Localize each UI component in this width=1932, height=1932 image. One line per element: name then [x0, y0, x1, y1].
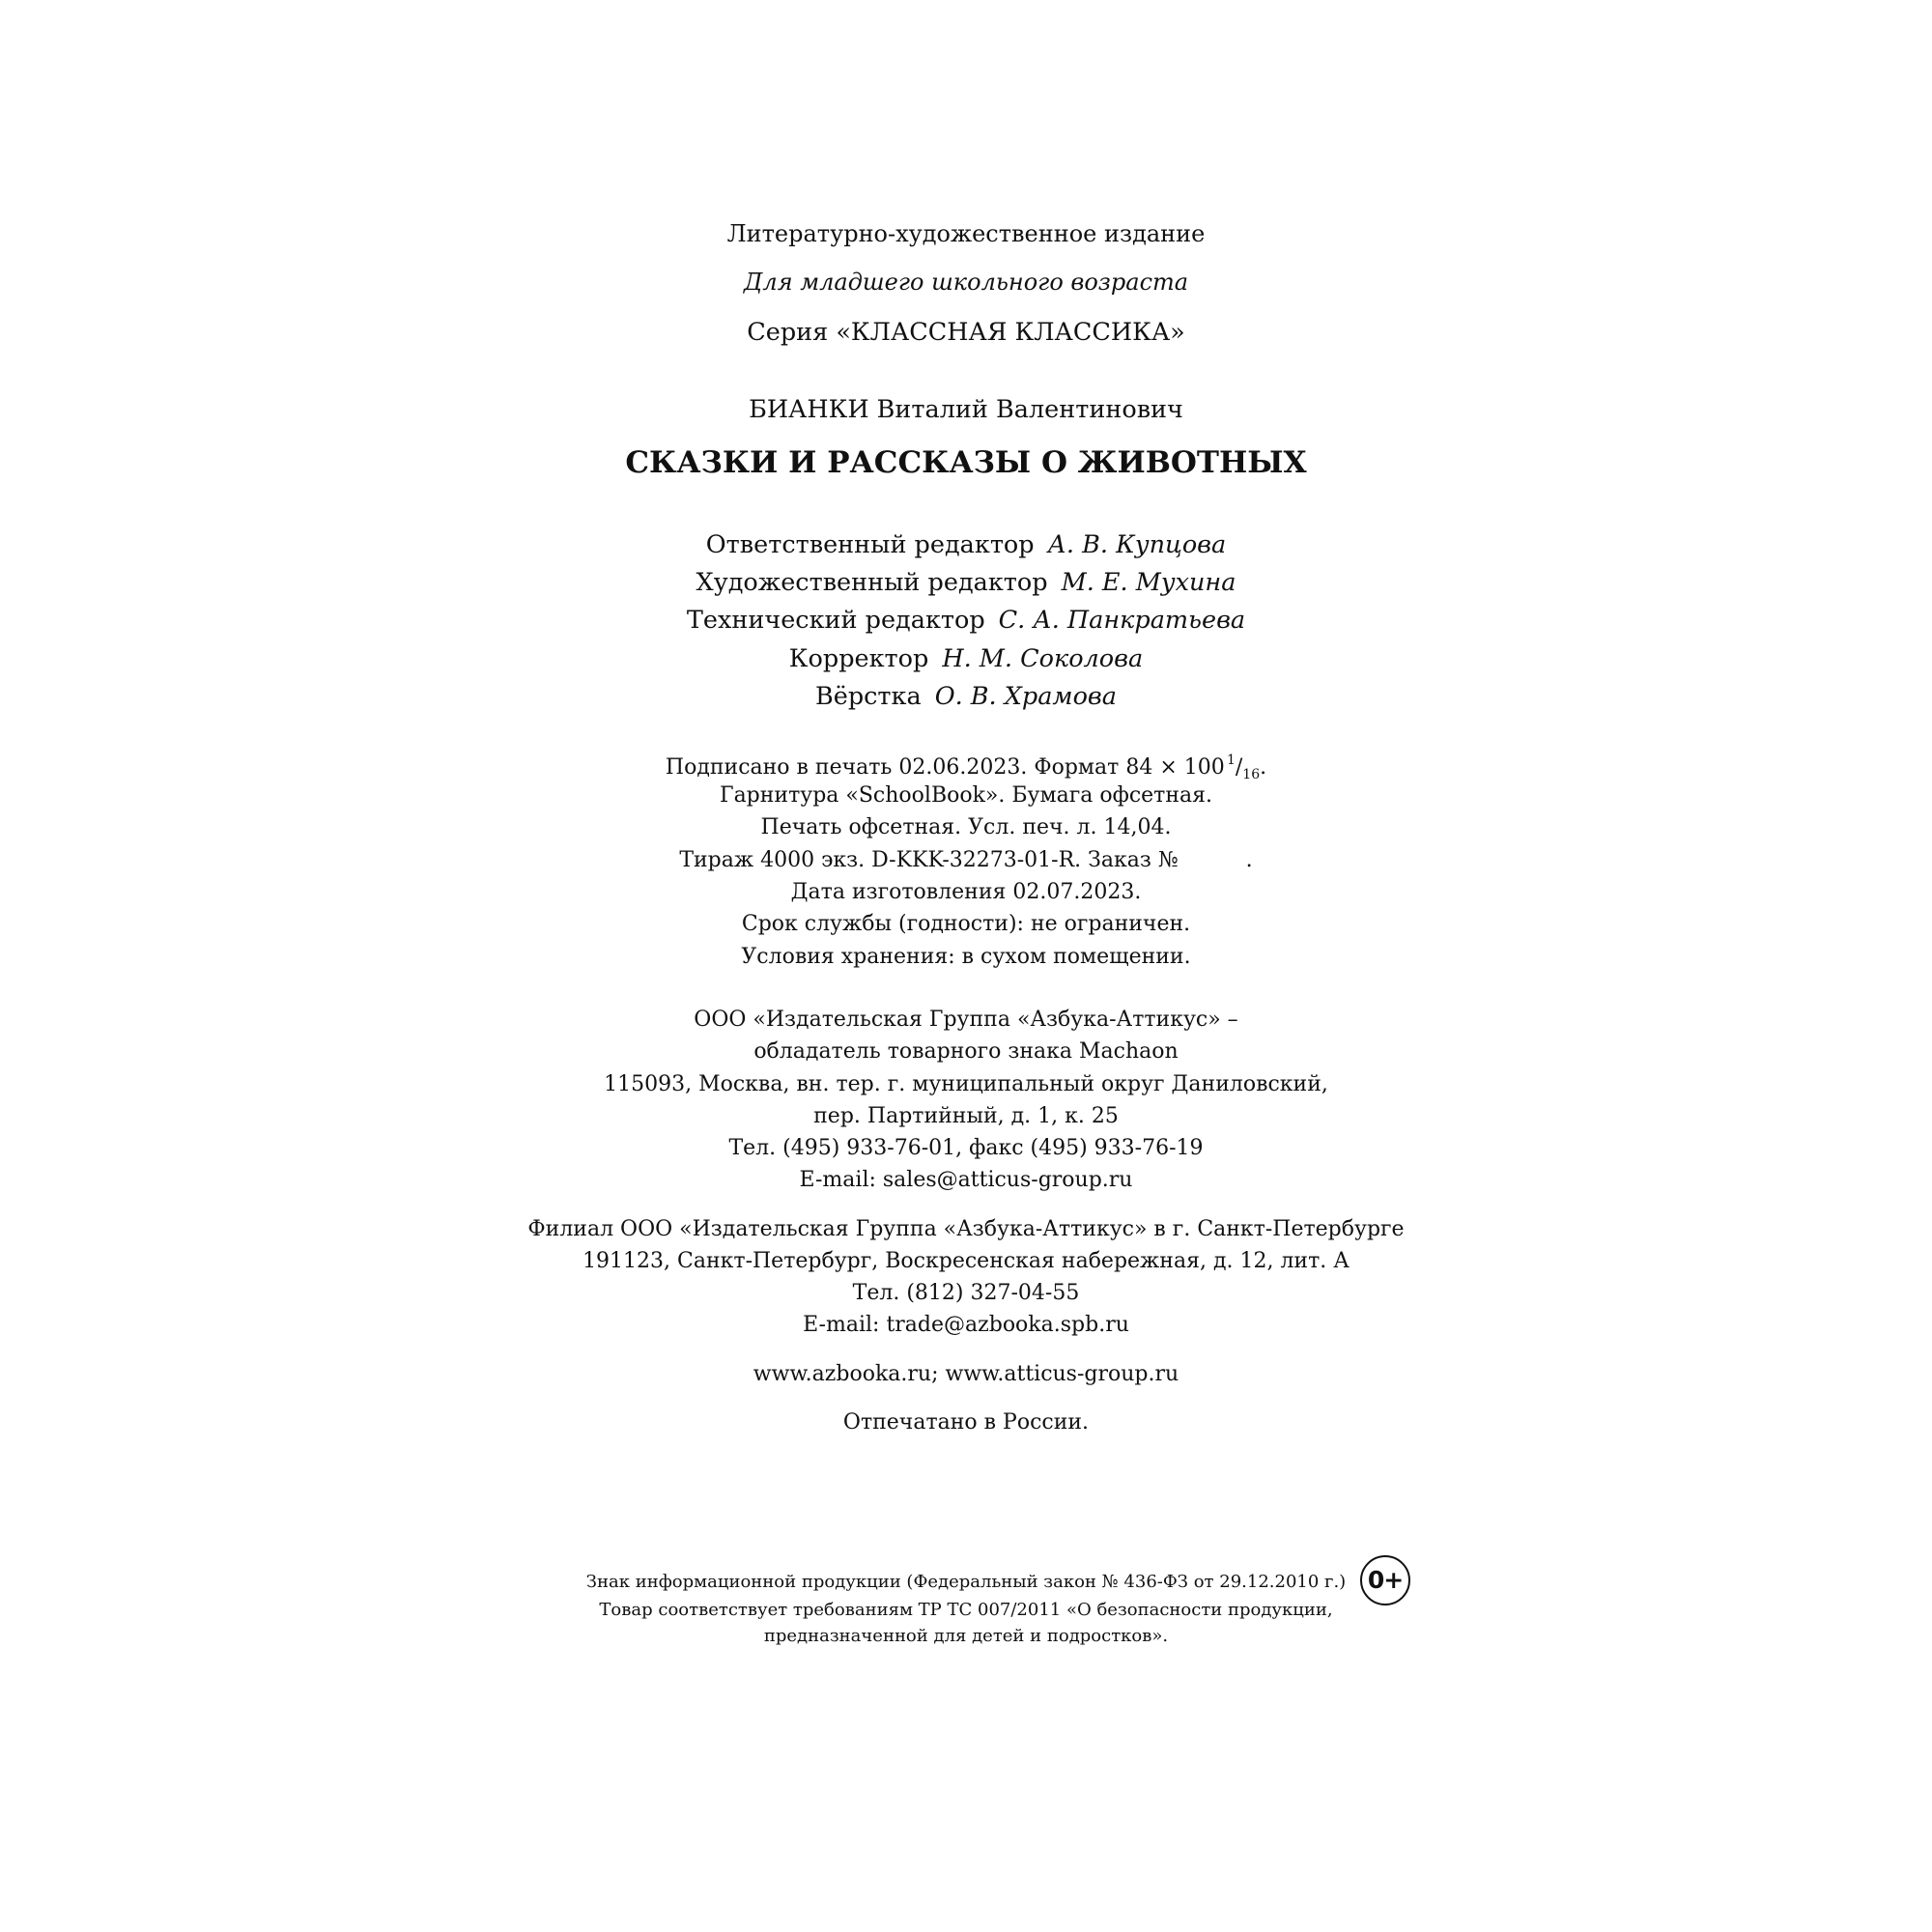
- age-rating-badge: 0+: [1360, 1555, 1410, 1605]
- branch-email: E-mail: trade@azbooka.spb.ru: [803, 1313, 1129, 1337]
- publisher-address-2: пер. Партийный, д. 1, к. 25: [813, 1104, 1119, 1128]
- credit-person: А. В. Купцова: [1047, 530, 1227, 559]
- age-group: Для младшего школьного возраста: [743, 269, 1189, 296]
- credit-person: С. А. Панкратьева: [998, 606, 1246, 635]
- credit-role: Корректор: [788, 644, 929, 673]
- branch-name: Филиал ООО «Издательская Группа «Азбука-Аттикус» в г. Санкт-Петербурге: [527, 1217, 1405, 1241]
- imprint-run-text: Тираж 4000 экз. D-KKK-32273-01-R. Заказ №: [679, 848, 1179, 872]
- websites: www.azbooka.ru; www.atticus-group.ru: [753, 1362, 1179, 1386]
- imprint-print-date: Подписано в печать 02.06.2023. Формат 84 × 100 $^1/_{16}$.: [665, 753, 1267, 782]
- imprint-print-text: Подписано в печать 02.06.2023. Формат 84 × 100: [665, 755, 1225, 780]
- info-product-mark: Знак информационной продукции (Федеральный закон № 436-ФЗ от 29.12.2010 г.): [585, 1572, 1347, 1592]
- publisher-email: E-mail: sales@atticus-group.ru: [799, 1168, 1133, 1192]
- imprint-manufacture-date: Дата изготовления 02.07.2023.: [790, 880, 1142, 904]
- imprint-typeface: Гарнитура «SchoolBook». Бумага офсетная.: [720, 783, 1212, 808]
- publisher-phone: Тел. (495) 933-76-01, факс (495) 933-76-19: [728, 1136, 1204, 1160]
- imprint-printing: Печать офсетная. Усл. печ. л. 14,04.: [760, 815, 1172, 839]
- credit-role: Вёрстка: [815, 682, 922, 711]
- imprint-print-suffix: .: [1260, 755, 1267, 780]
- credit-technical-editor: [0, 606, 1932, 635]
- credit-art-editor: [0, 568, 1932, 597]
- compliance-line-2: предназначенной для детей и подростков».: [763, 1626, 1169, 1646]
- imprint-storage: Условия хранения: в сухом помещении.: [741, 945, 1191, 969]
- author-name: БИАНКИ Виталий Валентинович: [749, 395, 1183, 424]
- credit-role: Технический редактор: [686, 606, 985, 635]
- credit-role: Художественный редактор: [696, 568, 1048, 597]
- credit-layout: [0, 682, 1932, 711]
- imprint-service-life: Срок службы (годности): не ограничен.: [741, 912, 1191, 936]
- publisher-trademark: обладатель товарного знака Machaon: [753, 1039, 1179, 1064]
- branch-address: 191123, Санкт-Петербург, Воскресенская набережная, д. 12, лит. А: [582, 1249, 1350, 1273]
- edition-type: Литературно-художественное издание: [726, 220, 1206, 247]
- credit-proofreader: [0, 644, 1932, 673]
- format-numerator: 1: [1226, 753, 1236, 768]
- compliance-line-1: Товар соответствует требованиям ТР ТС 007/2011 «О безопасности продукции,: [599, 1600, 1333, 1620]
- printed-in: Отпечатано в России.: [842, 1410, 1090, 1435]
- publisher-name: ООО «Издательская Группа «Азбука-Аттикус» –: [694, 1008, 1238, 1032]
- series-name: Серия «КЛАССНАЯ КЛАССИКА»: [747, 318, 1185, 347]
- publisher-address-1: 115093, Москва, вн. тер. г. муниципальный округ Даниловский,: [604, 1072, 1328, 1096]
- credit-person: М. Е. Мухина: [1061, 568, 1236, 597]
- format-denominator: 16: [1242, 767, 1261, 782]
- imprint-run-suffix: .: [1245, 848, 1253, 872]
- credit-person: О. В. Храмова: [934, 682, 1117, 711]
- imprint-run: [0, 850, 1932, 871]
- credit-person: Н. М. Соколова: [942, 644, 1144, 673]
- credit-role: Ответственный редактор: [705, 530, 1035, 559]
- book-title: СКАЗКИ И РАССКАЗЫ О ЖИВОТНЫХ: [625, 445, 1307, 480]
- credit-responsible-editor: [0, 530, 1932, 559]
- branch-phone: Тел. (812) 327-04-55: [852, 1281, 1080, 1305]
